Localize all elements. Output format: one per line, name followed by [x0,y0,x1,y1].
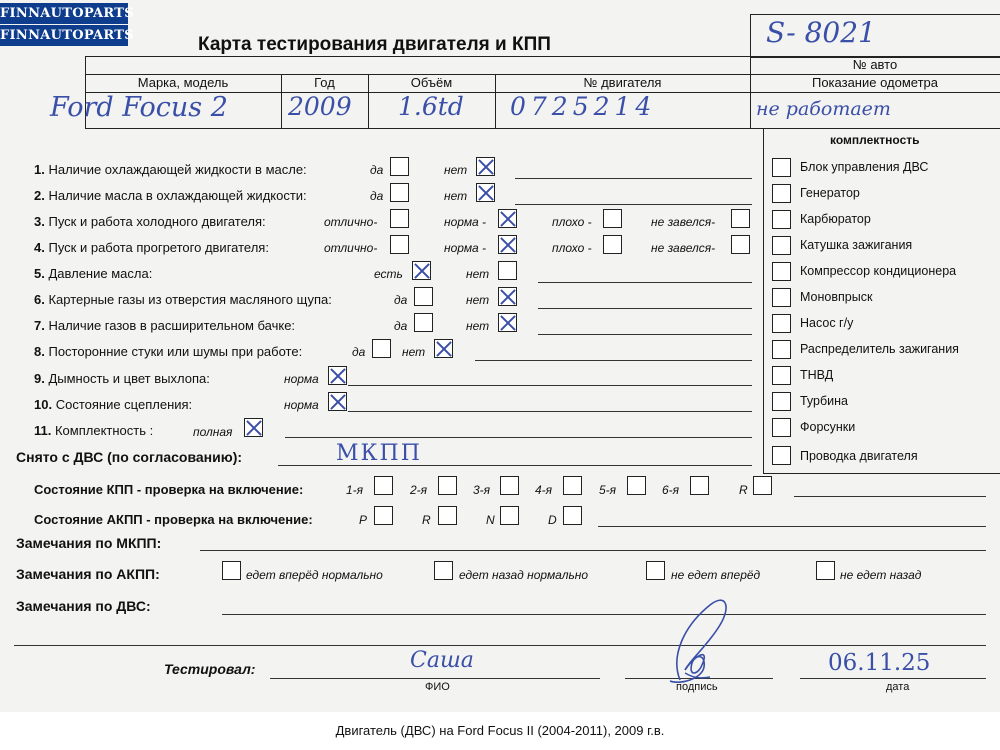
q5-yes-checkbox[interactable] [412,261,431,280]
question-10: 10. Состояние сцепления: [34,397,193,412]
question-8: 8. Посторонние стуки или шумы при работе: [34,344,303,359]
q2-yes-checkbox[interactable] [390,183,409,202]
q10-normal-checkbox[interactable] [328,392,347,411]
opt-label: отлично- [324,241,378,255]
akpp-back-ok-checkbox[interactable] [434,561,453,580]
col-volume: Объём [410,75,453,90]
auto-number-label: № авто [852,57,898,72]
gear-5-checkbox[interactable] [627,476,646,495]
akpp-label: Состояние АКПП - проверка на включение: [34,512,313,527]
sign-label: подпись [676,681,718,693]
watermark-logo-2: FINNAUTOPARTS [0,25,128,46]
page-title: Карта тестирования двигателя и КПП [198,34,551,55]
checkbox-injection-pump[interactable] [772,366,791,385]
checkbox-wiring[interactable] [772,446,791,465]
comp-label: Форсунки [800,420,856,434]
removed-label: Снято с ДВС (по согласованию): [16,449,243,465]
comp-label: Моновпрыск [800,290,873,304]
checkbox-ignition-coil[interactable] [772,236,791,255]
akpp-opt-label: не едет вперёд [671,568,761,582]
question-3: 3. Пуск и работа холодного двигателя: [34,214,266,229]
q8-no-checkbox[interactable] [434,339,453,358]
tested-label: Тестировал: [164,661,256,677]
q3-excellent-checkbox[interactable] [390,209,409,228]
mode-d-checkbox[interactable] [563,506,582,525]
q6-no-checkbox[interactable] [498,287,517,306]
question-6: 6. Картерные газы из отверстия масляного щупа: [34,292,332,307]
mode-n-checkbox[interactable] [500,506,519,525]
gear-2-checkbox[interactable] [438,476,457,495]
question-1: 1. Наличие охлаждающей жидкости в масле: [34,162,307,177]
brand-value: Ford Focus 2 [50,92,228,123]
comp-label: ТНВД [800,368,834,382]
opt-label: да [370,163,384,177]
gear-3-checkbox[interactable] [500,476,519,495]
checkbox-ps-pump[interactable] [772,314,791,333]
q3-bad-checkbox[interactable] [603,209,622,228]
removed-value: МКПП [336,441,422,466]
opt-label: норма - [444,241,487,255]
opt-label: нет [466,293,490,307]
opt-label: полная [193,425,233,439]
opt-label: плохо - [552,215,592,229]
gear-label: 4-я [535,483,553,497]
opt-label: нет [444,189,468,203]
q11-full-checkbox[interactable] [244,418,263,437]
opt-label: не завелся- [651,215,716,229]
watermark-logo: FINNAUTOPARTS [0,3,128,24]
opt-label: отлично- [324,215,378,229]
opt-label: нет [402,345,426,359]
q4-normal-checkbox[interactable] [498,235,517,254]
comp-label: Карбюратор [800,212,871,226]
akpp-opt-label: едет назад нормально [459,568,589,582]
question-4: 4. Пуск и работа прогретого двигателя: [34,240,269,255]
odometer-value: не работает [756,98,891,120]
checkbox-carburetor[interactable] [772,210,791,229]
question-7: 7. Наличие газов в расширительном бачке: [34,318,296,333]
remarks-dvs-label: Замечания по ДВС: [16,598,151,614]
tester-name: Саша [410,648,474,673]
gear-label: R [739,483,748,497]
akpp-no-forward-checkbox[interactable] [646,561,665,580]
gear-label: 5-я [599,483,617,497]
akpp-no-back-checkbox[interactable] [816,561,835,580]
mode-label: N [486,513,495,527]
q1-no-checkbox[interactable] [476,157,495,176]
date-label: дата [886,681,910,693]
fio-label: ФИО [425,681,450,693]
q7-yes-checkbox[interactable] [414,313,433,332]
volume-value: 1.6td [398,92,464,121]
test-date: 06.11.25 [828,650,931,676]
checkbox-distributor[interactable] [772,340,791,359]
opt-label: плохо - [552,241,592,255]
gear-r-checkbox[interactable] [753,476,772,495]
question-9: 9. Дымность и цвет выхлопа: [34,371,210,386]
opt-label: нет [466,319,490,333]
comp-label: Катушка зажигания [800,238,913,252]
opt-label: да [394,319,408,333]
q4-no-start-checkbox[interactable] [731,235,750,254]
opt-label: норма [284,372,319,386]
auto-number-value: S- 8021 [766,16,876,49]
q3-normal-checkbox[interactable] [498,209,517,228]
mode-label: P [359,513,368,527]
opt-label: да [352,345,366,359]
comp-label: Компрессор кондиционера [800,264,957,278]
gear-4-checkbox[interactable] [563,476,582,495]
q2-no-checkbox[interactable] [476,183,495,202]
comp-label: Турбина [800,394,848,408]
mode-label: R [422,513,431,527]
gear-1-checkbox[interactable] [374,476,393,495]
opt-label: есть [374,267,403,281]
q4-excellent-checkbox[interactable] [390,235,409,254]
col-odometer: Показание одометра [811,75,938,90]
year-value: 2009 [288,92,352,121]
signature-image [640,585,750,695]
col-engine-no: № двигателя [583,75,662,90]
kpp-label: Состояние КПП - проверка на включение: [34,482,304,497]
akpp-opt-label: едет вперёд нормально [246,568,383,582]
q3-no-start-checkbox[interactable] [731,209,750,228]
completeness-title: комплектность [830,133,920,147]
opt-label: не завелся- [651,241,716,255]
opt-label: да [370,189,384,203]
comp-label: Насос г/у [800,316,854,330]
comp-label: Блок управления ДВС [800,160,929,174]
question-11: 11. Комплектность : [34,423,154,438]
q4-bad-checkbox[interactable] [603,235,622,254]
checkbox-ecu[interactable] [772,158,791,177]
question-5: 5. Давление масла: [34,266,153,281]
q5-no-checkbox[interactable] [498,261,517,280]
q9-normal-checkbox[interactable] [328,366,347,385]
opt-label: норма [284,398,319,412]
checkbox-turbo[interactable] [772,392,791,411]
remarks-mkpp-label: Замечания по МКПП: [16,535,162,551]
q6-yes-checkbox[interactable] [414,287,433,306]
checkbox-mono-injection[interactable] [772,288,791,307]
comp-label: Распределитель зажигания [800,342,959,356]
opt-label: да [394,293,408,307]
question-2: 2. Наличие масла в охлаждающей жидкости: [34,188,307,203]
opt-label: нет [444,163,468,177]
checkbox-injectors[interactable] [772,418,791,437]
opt-label: нет [466,267,490,281]
mode-label: D [548,513,557,527]
mode-r-checkbox[interactable] [438,506,457,525]
photo-caption: Двигатель (ДВС) на Ford Focus II (2004-2011), 2009 г.в. [0,712,1000,750]
q8-yes-checkbox[interactable] [372,339,391,358]
gear-label: 1-я [346,483,364,497]
q7-no-checkbox[interactable] [498,313,517,332]
col-brand: Марка, модель [137,75,229,90]
mode-p-checkbox[interactable] [374,506,393,525]
opt-label: норма - [444,215,487,229]
gear-label: 2-я [410,483,428,497]
gear-label: 3-я [473,483,491,497]
q1-yes-checkbox[interactable] [390,157,409,176]
col-year: Год [314,75,335,90]
comp-label: Проводка двигателя [800,449,918,463]
comp-label: Генератор [800,186,860,200]
akpp-forward-ok-checkbox[interactable] [222,561,241,580]
checkbox-ac-compressor[interactable] [772,262,791,281]
engine-no-value: 0725214 [510,92,657,121]
remarks-akpp-label: Замечания по АКПП: [16,566,160,582]
akpp-opt-label: не едет назад [840,568,922,582]
gear-6-checkbox[interactable] [690,476,709,495]
gear-label: 6-я [662,483,680,497]
checkbox-generator[interactable] [772,184,791,203]
